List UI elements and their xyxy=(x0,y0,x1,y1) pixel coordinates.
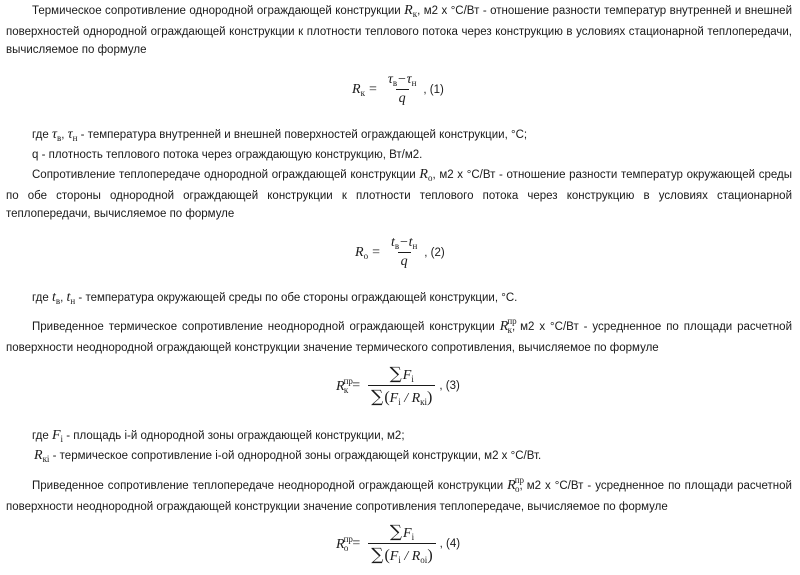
equals-sign: = xyxy=(352,535,361,551)
formula-2-label: , (2) xyxy=(424,246,445,259)
paragraph-heat-transfer-resistance: Сопротивление теплопередаче однородной ограждающей конструкции $R_о$, м2 х °С/Вт - отношение разности температур окружающей среды по обе стороны однородной ограждающей конструкции к плотности теплового потока через конструкцию в условиях стационарной теплопередачи, вычисляемое по формуле xyxy=(6,167,792,220)
symbol-ro: $R_о$ xyxy=(419,167,433,183)
formula-2-fraction xyxy=(388,235,420,270)
paragraph-reduced-thermal-resistance: Приведенное термическое сопротивление неоднородной ограждающей конструкции $R^{пр}_к$, м2 х °С/Вт - усредненное по площади расчетной поверхности неоднородной ограждающей конструкции значение термического сопротивления, вычисляемое по формуле xyxy=(6,316,793,354)
formula-2-denominator: q xyxy=(398,252,411,270)
legend-rki: $R_{кi}$ - термическое сопротивление i-ой однородной зоны ограждающей конструкции, м2 х °С/Вт. xyxy=(34,448,542,464)
legend-t: где $t_в$, $t_н$ - температура окружающей среды по обе стороны ограждающей конструкции, °С. xyxy=(32,290,518,306)
symbol-ro-pr: $R^{пр}_о$ xyxy=(507,475,525,494)
equals-sign: = xyxy=(372,244,380,260)
formula-3 xyxy=(336,364,460,407)
paragraph-reduced-heat-transfer-resistance: Приведенное сопротивление теплопередаче неоднородной ограждающей конструкции $R^{пр}_о$, м2 х °С/Вт - усредненное по площади расчетной поверхности неоднородной ограждающей конструкции значение сопротивления теплопередаче, вычисляемое по формуле xyxy=(6,475,792,513)
formula-3-lhs: $R^{пр}_к$ xyxy=(336,376,353,395)
legend-tau: где $\tau_в$, $\tau_н$ - температура внутренней и внешней поверхностей ограждающей конструкции, °С; xyxy=(32,127,528,143)
legend-fi: где $F_i$ - площадь i-й однородной зоны ограждающей конструкции, м2; xyxy=(32,428,405,444)
formula-4-lhs: $R^{пр}_о$ xyxy=(336,534,353,553)
symbol-rk-pr: $R^{пр}_к$ xyxy=(499,316,517,335)
symbol-rk: $R_к$ xyxy=(404,3,418,19)
legend-q: q - плотность теплового потока через ограждающую конструкцию, Вт/м2. xyxy=(32,149,423,161)
formula-4-fraction xyxy=(368,522,435,565)
formula-1 xyxy=(352,72,444,107)
formula-4-denominator: $\sum(F_i / R_{оi})$ xyxy=(368,543,435,565)
equals-sign: = xyxy=(368,81,377,97)
formula-1-denominator: q xyxy=(396,89,409,107)
formula-3-numerator: $\sum F_i$ xyxy=(389,364,414,384)
formula-4 xyxy=(336,522,460,565)
formula-1-numerator: $\tau_в-\tau_н$ xyxy=(387,72,417,88)
formula-2 xyxy=(355,235,445,270)
formula-4-numerator: $\sum F_i$ xyxy=(389,522,415,542)
formula-3-label: , (3) xyxy=(439,379,460,392)
formula-3-fraction xyxy=(368,364,435,407)
formula-2-lhs: $R_о$ xyxy=(355,244,369,261)
formula-1-lhs: $R_к$ xyxy=(352,81,365,98)
equals-sign: = xyxy=(352,377,361,393)
formula-1-label: , (1) xyxy=(423,83,444,96)
formula-1-fraction xyxy=(385,72,420,107)
paragraph-thermal-resistance: Термическое сопротивление однородной ограждающей конструкции $R_к$, м2 х °С/Вт - отношение разности температур внутренней и внешней поверхностей однородной ограждающей конструкции к плотности теплового потока через конструкцию в условиях стационарной теплопередачи, вычисляемое по формуле xyxy=(6,3,792,56)
formula-3-denominator: $\sum(F_i / R_{кi})$ xyxy=(368,385,435,407)
formula-2-numerator: $t_в-t_н$ xyxy=(390,235,418,251)
formula-4-label: , (4) xyxy=(439,537,461,550)
